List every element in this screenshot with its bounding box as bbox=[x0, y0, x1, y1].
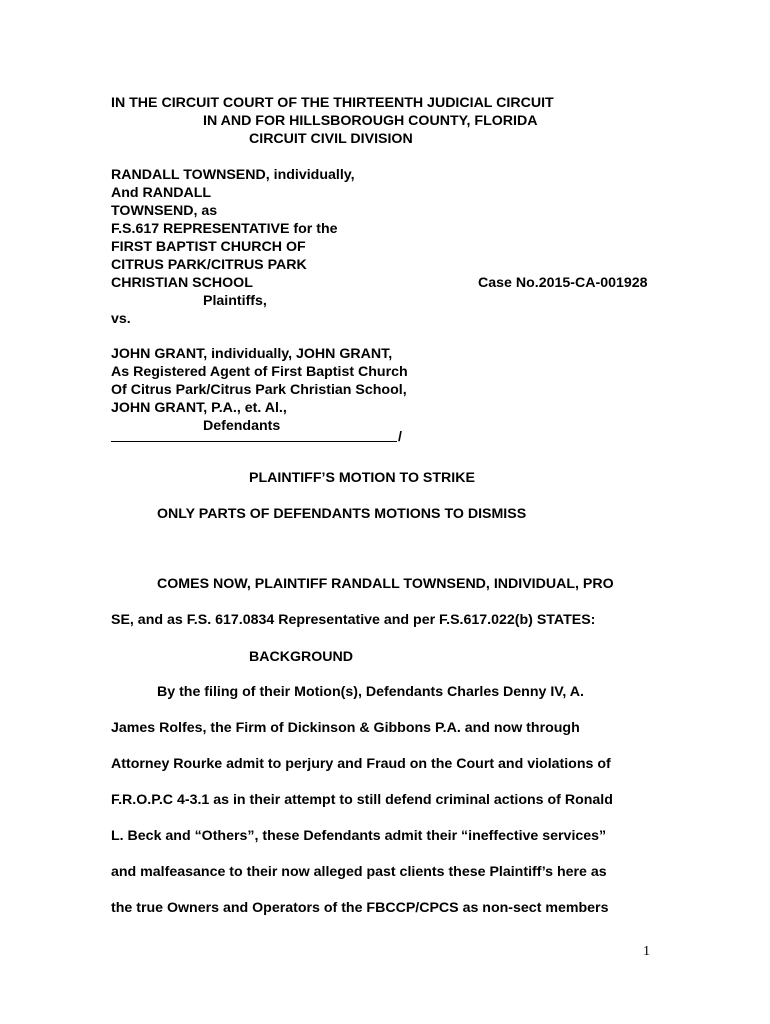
body-line-1: By the filing of their Motion(s), Defendants Charles Denny IV, A. bbox=[157, 684, 584, 700]
defendant-line-2: As Registered Agent of First Baptist Church bbox=[111, 364, 408, 380]
body-line-6: and malfeasance to their now alleged past clients these Plaintiff’s here as bbox=[111, 864, 607, 880]
intro-line-2: SE, and as F.S. 617.0834 Representative and per F.S.617.022(b) STATES: bbox=[111, 612, 596, 628]
defendant-line-1: JOHN GRANT, individually, JOHN GRANT, bbox=[111, 346, 393, 362]
defendants-label: Defendants bbox=[203, 418, 281, 434]
intro-line-1: COMES NOW, PLAINTIFF RANDALL TOWNSEND, INDIVIDUAL, PRO bbox=[157, 576, 614, 592]
caption-slash: / bbox=[398, 429, 402, 445]
versus-label: vs. bbox=[111, 311, 131, 327]
background-heading: BACKGROUND bbox=[249, 649, 354, 665]
plaintiff-line-6: CITRUS PARK/CITRUS PARK bbox=[111, 257, 307, 273]
body-line-7: the true Owners and Operators of the FBCCP/CPCS as non-sect members bbox=[111, 900, 609, 916]
plaintiffs-label: Plaintiffs, bbox=[203, 293, 267, 309]
plaintiff-line-5: FIRST BAPTIST CHURCH OF bbox=[111, 239, 306, 255]
case-number: Case No.2015-CA-001928 bbox=[478, 275, 648, 291]
page-number: 1 bbox=[643, 944, 650, 959]
county-line: IN AND FOR HILLSBOROUGH COUNTY, FLORIDA bbox=[203, 113, 538, 129]
defendant-line-3: Of Citrus Park/Citrus Park Christian School, bbox=[111, 382, 407, 398]
defendant-line-4: JOHN GRANT, P.A., et. Al., bbox=[111, 400, 287, 416]
body-line-4: F.R.O.P.C 4-3.1 as in their attempt to still defend criminal actions of Ronald bbox=[111, 792, 613, 808]
motion-title-line-2: ONLY PARTS OF DEFENDANTS MOTIONS TO DISMISS bbox=[157, 506, 527, 522]
plaintiff-line-3: TOWNSEND, as bbox=[111, 203, 218, 219]
motion-title-line-1: PLAINTIFF’S MOTION TO STRIKE bbox=[249, 470, 475, 486]
body-line-2: James Rolfes, the Firm of Dickinson & Gibbons P.A. and now through bbox=[111, 720, 580, 736]
caption-rule bbox=[111, 441, 397, 442]
division-line: CIRCUIT CIVIL DIVISION bbox=[249, 131, 413, 147]
court-name-line: IN THE CIRCUIT COURT OF THE THIRTEENTH JUDICIAL CIRCUIT bbox=[111, 95, 554, 111]
plaintiff-line-1: RANDALL TOWNSEND, individually, bbox=[111, 167, 355, 183]
body-line-5: L. Beck and “Others”, these Defendants admit their “ineffective services” bbox=[111, 828, 607, 844]
body-line-3: Attorney Rourke admit to perjury and Fraud on the Court and violations of bbox=[111, 756, 611, 772]
plaintiff-line-7: CHRISTIAN SCHOOL bbox=[111, 275, 253, 291]
plaintiff-line-2: And RANDALL bbox=[111, 185, 212, 201]
plaintiff-line-4: F.S.617 REPRESENTATIVE for the bbox=[111, 221, 338, 237]
